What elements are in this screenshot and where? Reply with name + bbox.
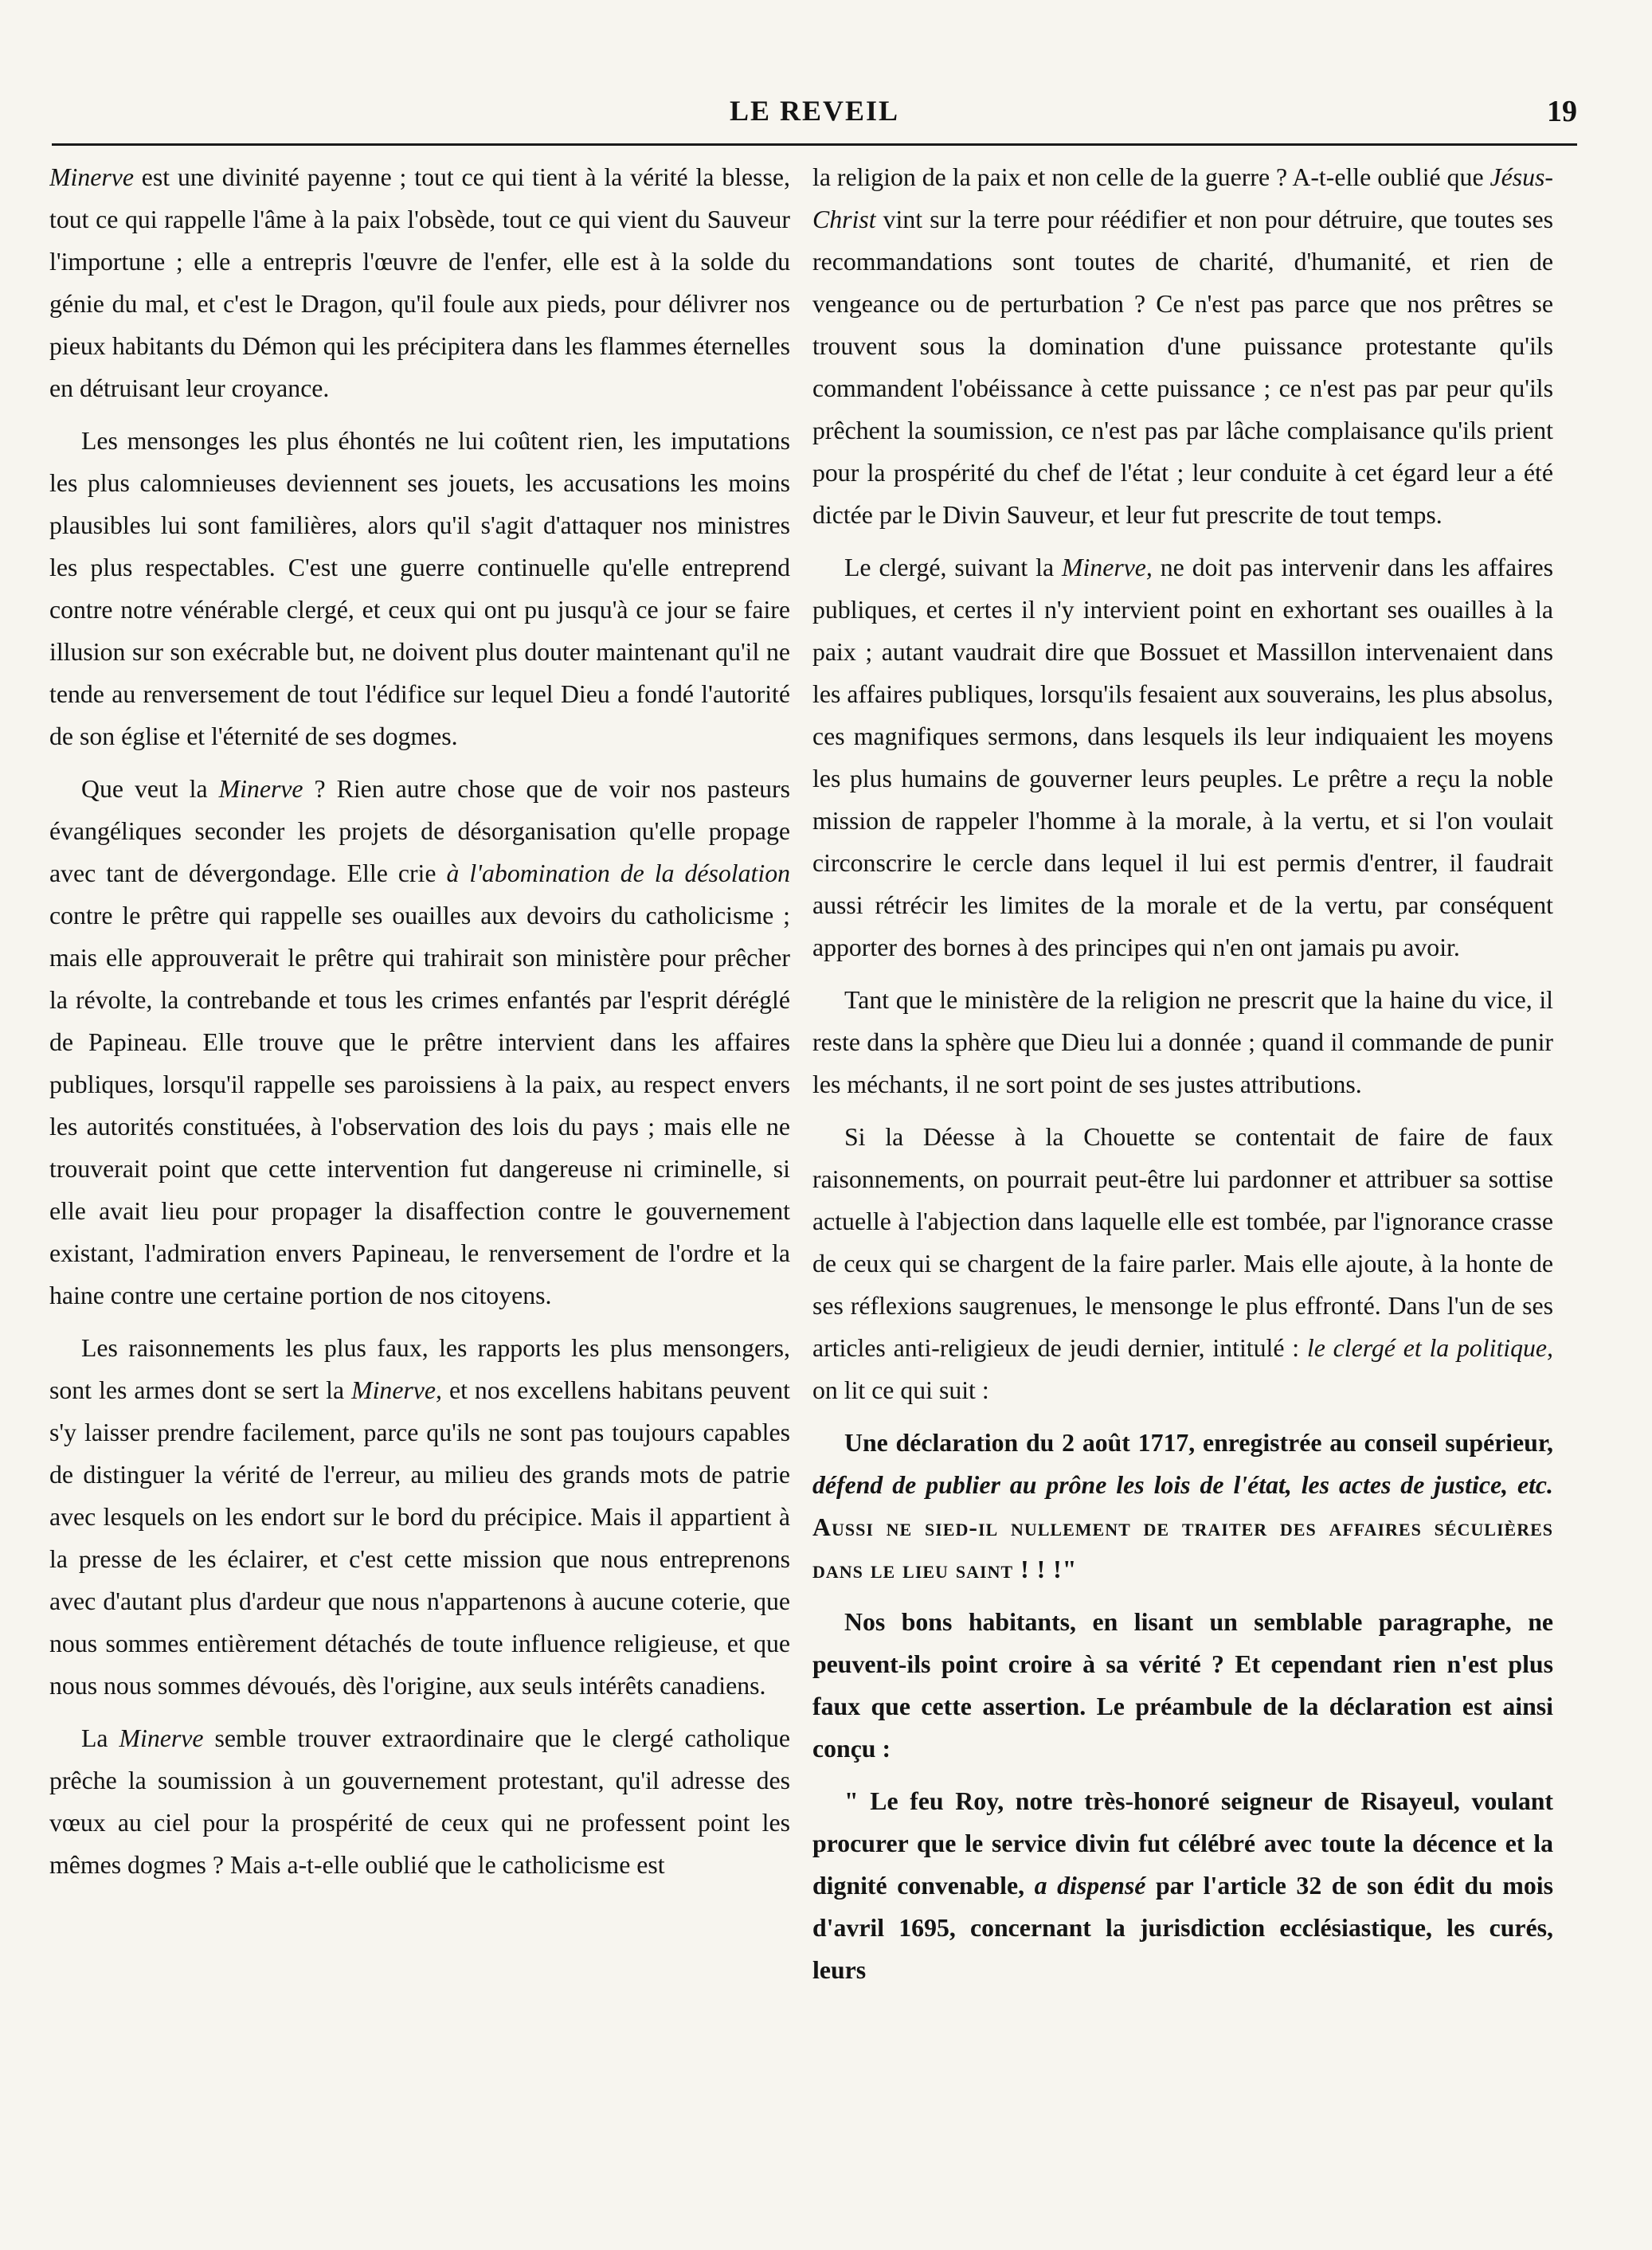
paragraph [49,1717,790,1886]
paragraph: Nos bons habitants, en lisant un semblable paragraphe, ne peuvent-ils point croire à sa vérité ? Et cependant rien n'est plus faux que cette assertion. Le préambule de la déclaration est ainsi conçu : [812,1608,1553,1763]
text-run: Le clergé, suivant la [844,554,1062,581]
text-run: La [81,1724,119,1752]
header-rule [52,143,1577,146]
italic-text: le clergé et la politique, [1306,1334,1553,1362]
italic-text: a dispensé [1034,1872,1146,1900]
italic-text: Minerve [218,775,303,803]
paragraph: Tant que le ministère de la religion ne prescrit que la haine du vice, il reste dans la sphère que Dieu lui a donnée ; quand il commande de punir les méchants, il ne sort point de ses justes attributions. [812,986,1553,1098]
page-header [52,94,1577,142]
text-run: la religion de la paix et non celle de la guerre ? A-t-elle oublié que [812,163,1490,191]
paragraph [812,546,1553,968]
italic-text: Minerve [49,163,134,191]
newspaper-title: LE REVEIL [729,95,900,127]
text-run: par l'article 32 de son édit du mois d'avril 1695, concernant la jurisdiction ecclésiastique, les curés, leurs [812,1872,1553,1984]
text-run: est une divinité payenne ; tout ce qui tient à la vérité la blesse, tout ce qui rappelle l'âme à la paix l'obsède, tout ce qui vient du Sauveur l'importune ; elle a entrepris l'œuvre de l'enfer, elle est à la solde du génie du mal, et c'est le Dragon, qu'il foule aux pieds, pour délivrer nos pieux habitants du Démon qui les précipitera dans les flammes éternelles en détruisant leur croyance. [49,163,790,402]
paragraph: Les mensonges les plus éhontés ne lui coûtent rien, les imputations les plus calomnieuses deviennent ses jouets, les accusations les moins plausibles lui sont familières, alors qu'il s'agit d'attaquer nos ministres les plus respectables. C'est une guerre continuelle qu'elle entreprend contre notre vénérable clergé, et ceux qui ont pu jusqu'à ce jour se faire illusion sur son exécrable but, ne doivent plus douter maintenant qu'il ne tende au renversement de tout l'édifice sur lequel Dieu a fondé l'autorité de son église et l'éternité de ses dogmes. [49,427,790,750]
text-run: ne doit pas intervenir dans les affaires publiques, et certes il n'y intervient point en exhortant ses ouailles à la paix ; autant vaudrait dire que Bossuet et Massillon intervenaient dans les affaires publiques, lorsqu'ils fesaient aux souverains, les plus absolus, ces magnifiques sermons, dans lesquels ils leur indiquaient les moyens les plus humains de gouverner leurs peuples. Le prêtre a reçu la noble mission de rappeler l'homme à la morale, à la vertu, et si l'on voulait circonscrire le cercle dans lequel il lui est permis d'entrer, il faudrait aussi rétrécir les limites de la morale et de la vertu, par conséquent apporter des bornes à des principes qui n'en ont jamais pu avoir. [812,554,1553,961]
page-number: 19 [1547,95,1577,128]
text-run: ? Rien autre chose que de voir nos pasteurs évangéliques seconder les projets de désorganisation qu'elle propage avec tant de dévergondage. Elle crie [49,775,790,887]
italic-text: Minerve, [351,1376,442,1404]
italic-text: Minerve [119,1724,204,1752]
text-run: on lit ce qui suit : [812,1376,989,1404]
text-run: Les raisonnements les plus faux, les rapports les plus mensongers, sont les armes dont se sert la [49,1334,790,1404]
text-run: " Le feu Roy, notre très-honoré seigneur de Risayeul, voulant procurer que le service divin fut célébré avec toute la décence et la dignité convenable, [812,1787,1553,1900]
text-run: et nos excellens habitans peuvent s'y laisser prendre facilement, parce qu'ils ne sont pas toujours capables de distinguer la vérité de l'erreur, au milieu des grands mots de patrie avec lesquels on les endort sur le bord du précipice. Mais il appartient à la presse de les éclairer, et c'est cette mission que nous entreprenons avec d'autant plus d'ardeur que nous n'appartenons à aucune coterie, que nous sommes entièrement détachés de toute influence religieuse, et que nous nous sommes dévoués, dès l'origine, aux seuls intérêts canadiens. [49,1376,790,1700]
paragraph [812,156,1553,536]
italic-text: Minerve, [1061,554,1153,581]
italic-text: Jésus-Christ [812,163,1553,233]
text-run: vint sur la terre pour réédifier et non pour détruire, que toutes ses recommandations sont toutes de charité, d'humanité, et rien de vengeance ou de perturbation ? Ce n'est pas parce que nos prêtres se trouvent sous la domination d'une puissance protestante qu'ils commandent l'obéissance à cette puissance ; ce n'est pas par peur qu'ils prêchent la soumission, ce n'est pas par lâche complaisance qu'ils prient pour la prospérité du chef de l'état ; leur conduite à cet égard leur a été dictée par le Divin Sauveur, et leur fut prescrite de tout temps. [812,205,1553,529]
text-run: Une déclaration du 2 août 1717, enregistrée au conseil supérieur, [844,1429,1553,1457]
quoted-paragraph [812,1422,1553,1591]
paragraph [49,768,790,1317]
text-run: contre le prêtre qui rappelle ses ouailles aux devoirs du catholicisme ; mais elle approuverait le prêtre qui trahirait son ministère pour prêcher la révolte, la contrebande et tous les crimes enfantés par l'esprit déréglé de Papineau. Elle trouve que le prêtre intervient dans les affaires publiques, lorsqu'il rappelle ses paroissiens à la paix, au respect envers les autorités constituées, à l'observation des lois du pays ; mais elle ne trouverait point que cette intervention fut dangereuse ni criminelle, si elle avait lieu pour propager la disaffection contre le gouvernement existant, l'admiration envers Papineau, le renversement de l'ordre et la haine contre une certaine portion de nos citoyens. [49,902,790,1309]
paragraph [49,1327,790,1707]
italic-text: défend de publier au prône les lois de l'état, les actes de justice, etc. [812,1471,1553,1499]
text-run: Que veut la [81,775,219,803]
quoted-paragraph [812,1780,1553,1991]
small-caps-text: Aussi ne sied-il nullement de traiter des affaires séculières dans le lieu saint ! ! !" [812,1513,1553,1583]
paragraph [49,156,790,409]
text-run: Si la Déesse à la Chouette se contentait de faire de faux raisonnements, on pourrait peut-être lui pardonner et attribuer sa sottise actuelle à l'abjection dans laquelle elle est tombée, par l'ignorance crasse de ceux qui se chargent de la faire parler. Mais elle ajoute, à la honte de ses réflexions saugrenues, le mensonge le plus effronté. Dans l'un de ses articles anti-religieux de jeudi dernier, intitulé : [812,1123,1553,1362]
text-run: semble trouver extraordinaire que le clergé catholique prêche la soumission à un gouvernement protestant, qu'il adresse des vœux au ciel pour la prospérité de ceux qui ne professent point les mêmes dogmes ? Mais a-t-elle oublié que le catholicisme est [49,1724,790,1879]
right-column [812,156,1553,2219]
paragraph [812,1116,1553,1411]
left-column [49,156,790,2219]
italic-text: à l'abomination de la désolation [446,859,790,887]
